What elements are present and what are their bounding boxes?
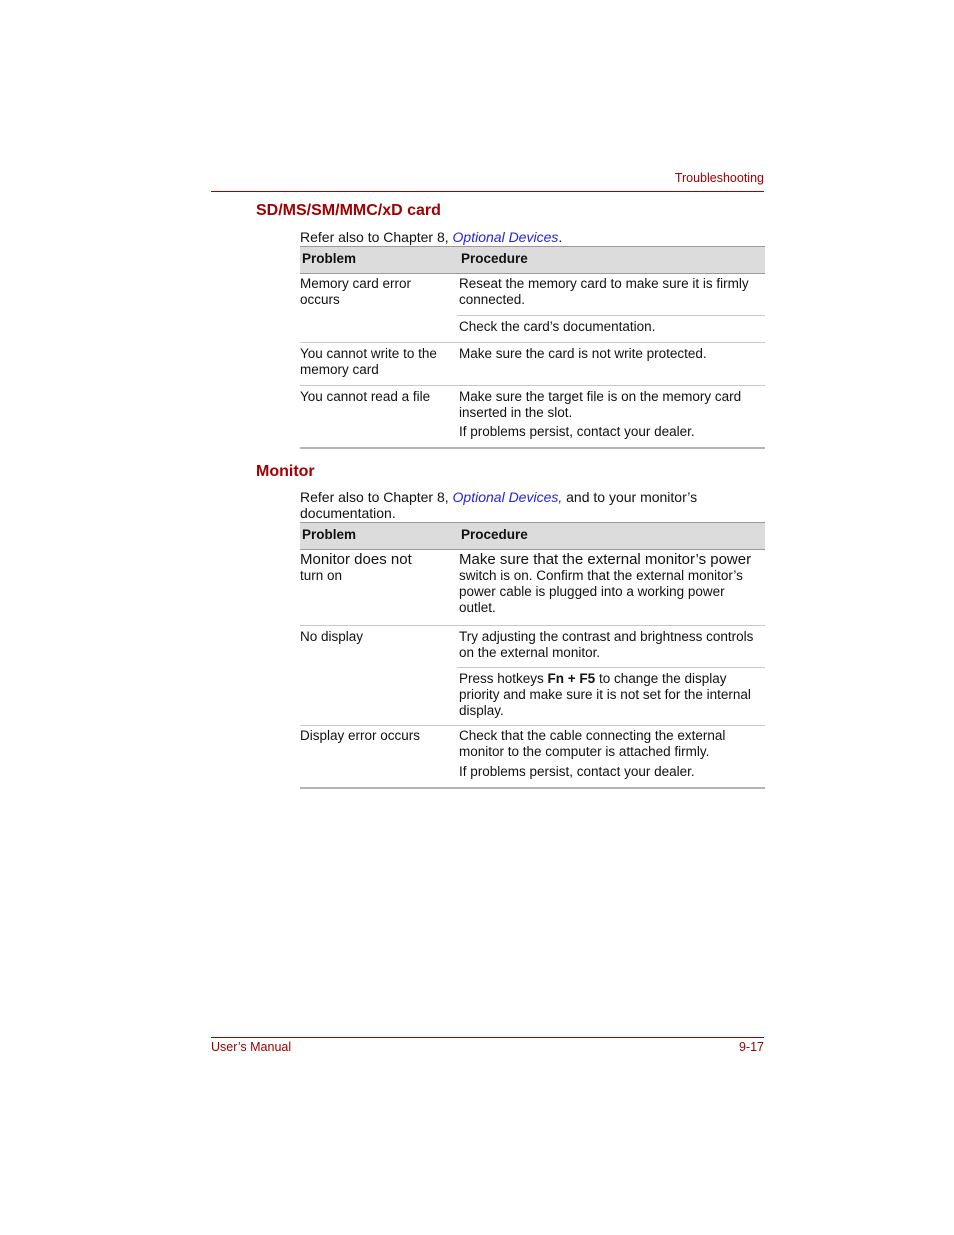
monitor-intro-link[interactable]: Optional Devices, [452,489,563,505]
section-title-monitor: Monitor [256,463,315,480]
table-header [300,522,765,550]
sd-intro-prefix: Refer also to Chapter 8, [300,229,453,245]
row-divider [300,342,765,343]
problem-cell [300,552,450,584]
procedure-cell [459,552,761,616]
monitor-intro-prefix: Refer also to Chapter 8, [300,489,453,505]
problem-cell: Display error occurs [300,728,421,743]
row-divider [457,315,765,316]
column-header-problem: Problem [302,251,357,266]
procedure-line: Make sure that the external monitor’s power [459,551,752,568]
sd-intro-suffix: . [558,229,563,245]
column-header-problem: Problem [302,527,357,542]
problem-cell: You cannot write to the memory card [300,346,437,377]
table-header [300,246,765,274]
table-end-rule [300,447,765,449]
sd-intro-link[interactable]: Optional Devices [452,229,559,245]
column-header-procedure: Procedure [461,527,528,542]
procedure-cell: If problems persist, contact your dealer. [459,424,695,439]
procedure-text: Press hotkeys [459,671,548,686]
section-title-sd-card: SD/MS/SM/MMC/xD card [256,202,441,219]
row-divider [300,725,765,726]
column-header-procedure: Procedure [461,251,528,266]
footer-manual-title: User’s Manual [211,1040,292,1054]
procedure-cell: Check that the cable connecting the external monitor to the computer is attached firmly. [459,728,726,759]
procedure-cell: Reseat the memory card to make sure it is firmly connected. [459,276,749,307]
procedure-cell: Check the card’s documentation. [459,319,656,334]
procedure-cell: Make sure the card is not write protected. [459,346,707,361]
procedure-cell: Make sure the target file is on the memory card inserted in the slot. [459,389,742,420]
hotkey-label: Fn + F5 [547,671,596,686]
page-number: 9-17 [738,1040,764,1054]
row-divider [300,385,765,386]
problem-cell: Memory card error occurs [300,276,412,307]
running-header: Troubleshooting [674,171,764,185]
procedure-cell: Try adjusting the contrast and brightness controls on the external monitor. [459,629,754,660]
procedure-cell: If problems persist, contact your dealer. [459,764,695,779]
row-divider [457,667,765,668]
header-rule [211,191,764,192]
monitor-intro-suffix: and to your monitor’s documentation. [300,489,698,521]
problem-cell: You cannot read a file [300,389,431,404]
table-end-rule [300,787,765,789]
row-divider [300,625,765,626]
problem-line: turn on [300,568,343,583]
problem-cell: No display [300,629,364,644]
footer-rule [211,1037,764,1038]
monitor-intro-text [300,489,740,521]
procedure-cell [459,671,761,719]
procedure-text: to change the display priority and make sure it is not set for the internal display. [459,671,751,718]
problem-line: Monitor does not [300,551,412,568]
sd-intro-text [300,229,740,245]
procedure-line: switch is on. Confirm that the external monitor’s power cable is plugged into a working power outlet. [459,568,743,615]
